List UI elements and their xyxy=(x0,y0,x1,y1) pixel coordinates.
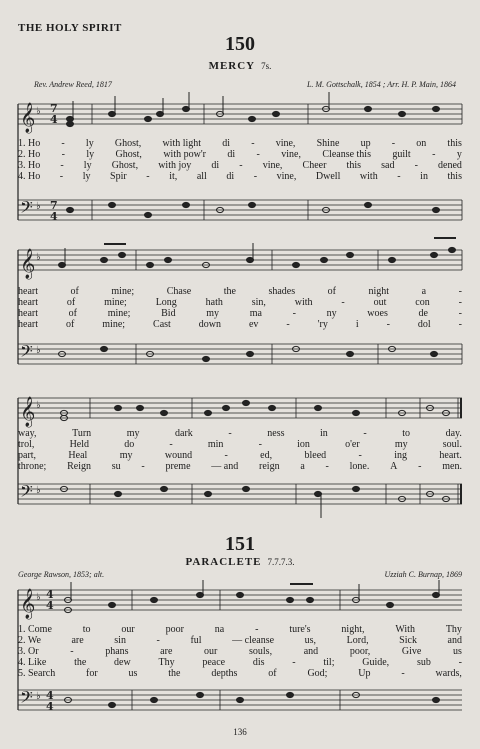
hymn-150-lyrics-system-3 xyxy=(18,428,462,472)
tune-meter: 7s. xyxy=(261,61,272,71)
svg-text:𝄢: 𝄢 xyxy=(20,197,33,221)
section-title: THE HOLY SPIRIT xyxy=(18,22,122,34)
svg-text:𝄞: 𝄞 xyxy=(20,249,36,279)
verse-line: throne; Reign su - preme — and reign a - lone. A - men. xyxy=(18,461,462,472)
verse-line: 2. We are sin - ful — cleanse us, Lord, Sick and xyxy=(18,635,462,646)
verse-line: part, Heal my wound - ed, bleed - ing heart. xyxy=(18,450,462,461)
hymn-150-tune xyxy=(0,60,480,72)
verse-line: heart of mine; Bid my ma - ny woes de - xyxy=(18,308,462,319)
verse-line: heart of mine; Long hath sin, with - out con - xyxy=(18,297,462,308)
svg-text:𝄞: 𝄞 xyxy=(20,397,36,427)
verse-line: 3. Or - phans are our souls, and poor, Give us xyxy=(18,646,462,657)
svg-text:𝄢: 𝄢 xyxy=(20,687,33,711)
verse-line: 5. Search for us the depths of God; Up - wards, xyxy=(18,668,462,679)
svg-text:♭: ♭ xyxy=(36,592,41,603)
svg-text:𝄢: 𝄢 xyxy=(20,341,33,365)
verse-line: 1. Ho - ly Ghost, with light di - vine, Shine up - on this xyxy=(18,138,462,149)
svg-text:♭: ♭ xyxy=(36,485,41,496)
svg-text:4: 4 xyxy=(46,588,54,601)
svg-text:4: 4 xyxy=(46,689,54,702)
tune-name: PARACLETE xyxy=(185,556,262,568)
svg-text:𝄢: 𝄢 xyxy=(20,481,33,505)
verse-line: 4. Like the dew Thy peace dis - til; Guide, sub - xyxy=(18,657,462,668)
hymn-151-number: 151 xyxy=(225,533,255,555)
svg-text:♭: ♭ xyxy=(36,106,41,117)
hymn-150-lyrics-system-1 xyxy=(18,138,462,182)
hymn-150-author: Rev. Andrew Reed, 1817 xyxy=(34,80,112,89)
hymn-151-lyrics xyxy=(18,624,462,679)
verse-line: heart of mine; Cast down ev - 'ry i - dol - xyxy=(18,319,462,330)
svg-text:♭: ♭ xyxy=(36,345,41,356)
tune-meter: 7.7.7.3. xyxy=(267,557,295,567)
svg-text:𝄞: 𝄞 xyxy=(20,103,36,133)
hymn-151-tune xyxy=(0,556,480,568)
tune-name: MERCY xyxy=(208,60,256,72)
verse-line: heart of mine; Chase the shades of night a - xyxy=(18,286,462,297)
svg-text:4: 4 xyxy=(50,210,58,223)
page-number: 136 xyxy=(233,727,247,737)
svg-text:♭: ♭ xyxy=(36,400,41,411)
svg-text:4: 4 xyxy=(46,599,54,612)
svg-text:♭: ♭ xyxy=(36,691,41,702)
verse-line: trol, Held do - min - ion o'er my soul. xyxy=(18,439,462,450)
verse-line: 2. Ho - ly Ghost, with pow'r di - vine, Cleanse this guilt - y xyxy=(18,149,462,160)
verse-line: 3. Ho - ly Ghost, with joy di - vine, Cheer this sad - dened xyxy=(18,160,462,171)
hymn-151-author: George Rawson, 1853; alt. xyxy=(18,570,105,579)
svg-text:4: 4 xyxy=(50,113,58,126)
svg-text:4: 4 xyxy=(46,700,54,713)
hymn-150-number: 150 xyxy=(225,33,255,55)
svg-text:♭: ♭ xyxy=(36,201,41,212)
verse-line: way, Turn my dark - ness in - to day. xyxy=(18,428,462,439)
verse-line: 1. Come to our poor na - ture's night, With Thy xyxy=(18,624,462,635)
hymn-151-composer: Uzziah C. Burnap, 1869 xyxy=(384,570,462,579)
svg-text:7: 7 xyxy=(50,199,58,212)
svg-text:7: 7 xyxy=(50,102,58,115)
hymn-150-lyrics-system-2 xyxy=(18,286,462,330)
svg-text:𝄞: 𝄞 xyxy=(20,589,36,619)
svg-text:♭: ♭ xyxy=(36,252,41,263)
verse-line: 4. Ho - ly Spir - it, all di - vine, Dwell with - in this xyxy=(18,171,462,182)
hymn-150-composer: L. M. Gottschalk, 1854 ; Arr. H. P. Main, 1864 xyxy=(306,80,456,89)
